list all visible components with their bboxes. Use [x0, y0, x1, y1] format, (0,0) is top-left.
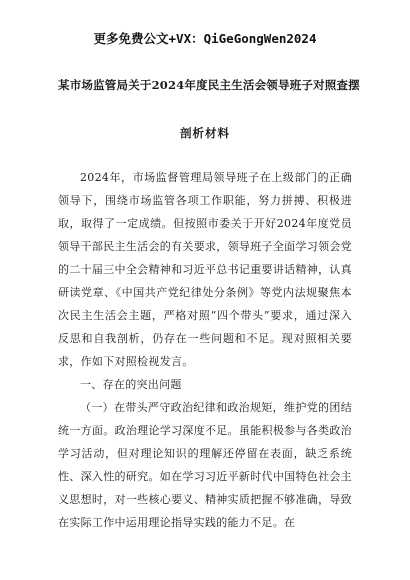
intro-paragraph: 2024年，市场监督管理局领导班子在上级部门的正确领导下，围绕市场监管各项工作职能，努力拼搏、积极进取，取得了一定成绩。但按照市委关于开好2024年度党员领导干部民主生活会的有关要求，领导班子全面学习领会党的二十届三中全会精神和习近平总书记重要讲话精神，认真研读党章、《中国共产党纪律处分条例》等党内法规聚焦本次民主生活会主题，严格对照“四个带头”要求，通过深入反思和自我剖析，仍存在一些问题和不足。现对照相关要求，作如下对照检视发言。: [58, 171, 352, 368]
promo-header-banner: 更多免费公文+VX：QiGeGongWen2024: [93, 31, 317, 46]
document-body: [58, 166, 352, 534]
section-heading: 一、存在的突出问题: [80, 378, 182, 391]
subsection-paragraph: （一）在带头严守政治纪律和政治规矩，维护党的团结统一方面。政治理论学习深度不足。虽能积极参与各类政治学习活动，但对理论知识的理解还停留在表面，缺乏系统性、深入性的研究。如在学习习近平新时代中国特色社会主义思想时，对一些核心要义、精神实质把握不够准确，导致在实际工作中运用理论指导实践的能力不足。在: [58, 401, 352, 529]
document-subtitle: 剖析材料: [180, 126, 230, 140]
document-title: 某市场监管局关于2024年度民主生活会领导班子对照查摆: [58, 78, 360, 92]
